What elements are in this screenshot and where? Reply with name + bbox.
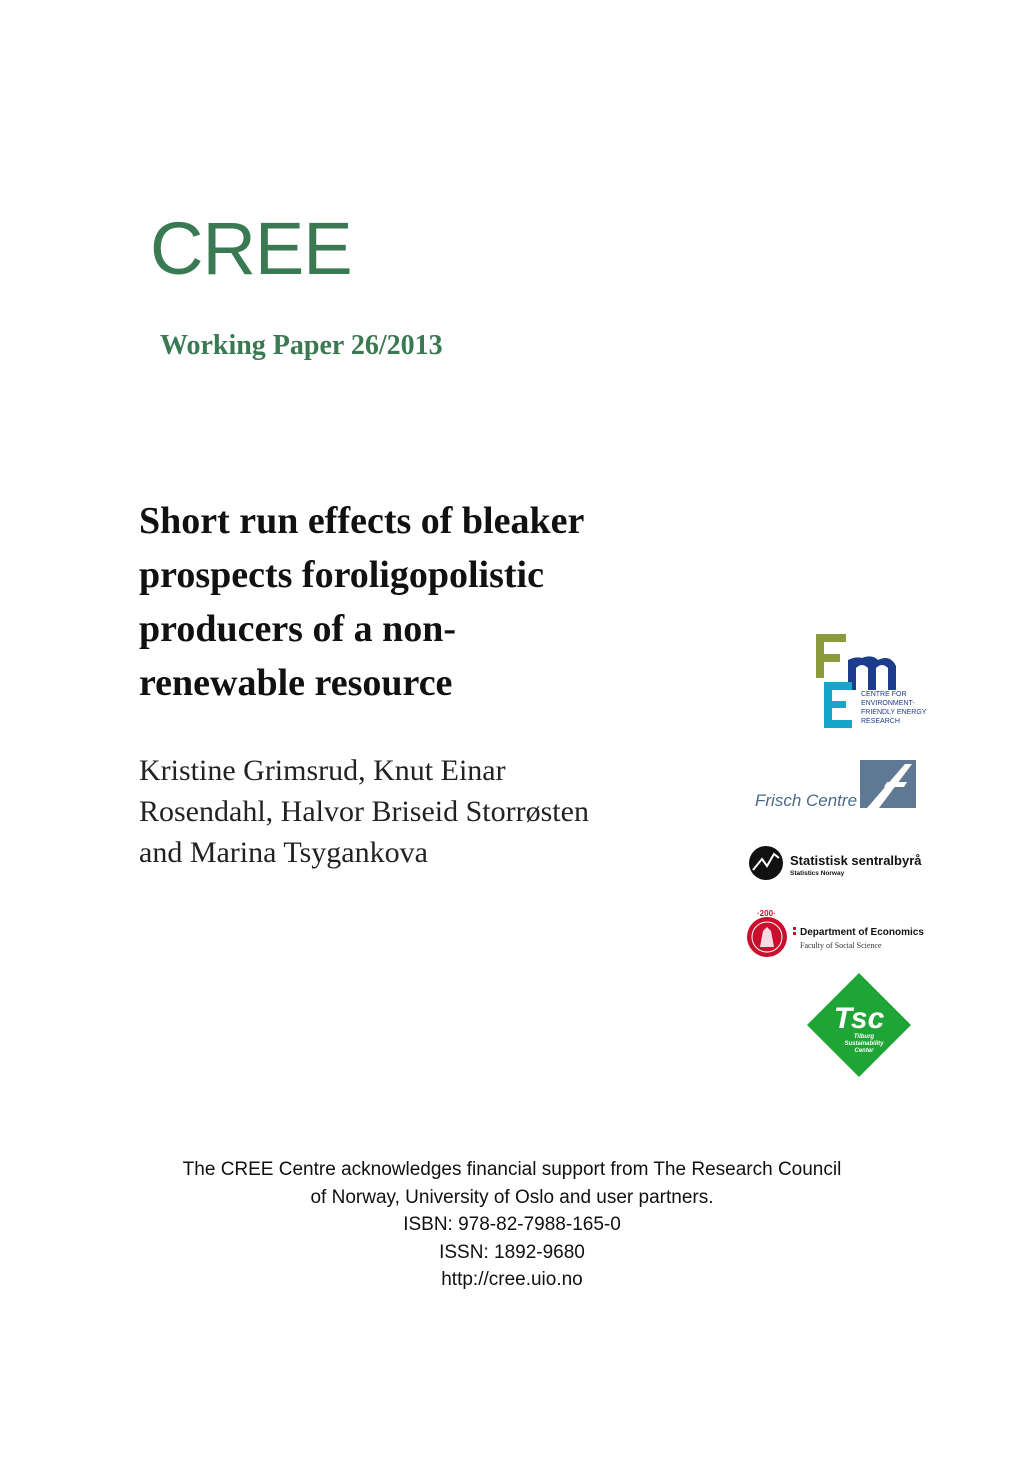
tsc-abbr: Tsc: [833, 1002, 885, 1035]
econ-name: Department of Economics: [800, 927, 924, 938]
author-line: Kristine Grimsrud, Knut Einar: [139, 754, 506, 787]
title-line: prospects foroligopolistic: [139, 554, 544, 596]
issn: ISSN: 1892-9680: [439, 1241, 585, 1263]
econ-sub: Faculty of Social Science: [800, 941, 882, 950]
title-line: producers of a non-: [139, 608, 457, 650]
fme-text-line: CENTRE FOR: [861, 691, 907, 698]
paper-title: [139, 494, 699, 710]
frisch-centre-logo: [755, 758, 920, 812]
working-paper-number: Working Paper 26/2013: [160, 330, 443, 361]
paper-authors: [139, 750, 699, 873]
cree-brand: CREE: [150, 207, 352, 290]
tsc-text-line: Sustainability: [844, 1041, 884, 1047]
fme-logo: [812, 632, 928, 732]
svg-text:·200·: ·200·: [757, 909, 776, 918]
fme-text-line: RESEARCH: [861, 718, 900, 725]
economics-logo: [745, 907, 925, 961]
tsc-text-line: Tilburg: [853, 1034, 875, 1040]
title-line: renewable resource: [139, 662, 453, 704]
ssb-name: Statistisk sentralbyrå: [790, 853, 922, 868]
ssb-sub: Statistics Norway: [790, 870, 845, 877]
fme-text-line: ENVIRONMENT-: [861, 700, 915, 707]
author-line: and Marina Tsygankova: [139, 836, 428, 869]
frisch-name: Frisch Centre: [755, 791, 858, 810]
ack-line: The CREE Centre acknowledges financial support from The Research Council: [182, 1159, 842, 1180]
title-line: Short run effects of bleaker: [139, 500, 585, 542]
tsc-logo: [806, 972, 912, 1078]
tsc-text-line: Center: [854, 1048, 874, 1054]
fme-text-line: FRIENDLY ENERGY: [861, 709, 927, 716]
ack-line: of Norway, University of Oslo and user partners.: [310, 1186, 714, 1208]
website-link[interactable]: http://cree.uio.no: [441, 1269, 583, 1290]
isbn: ISBN: 978-82-7988-165-0: [403, 1214, 621, 1235]
acknowledgement: [100, 1156, 924, 1294]
ssb-logo: [748, 843, 928, 883]
author-line: Rosendahl, Halvor Briseid Storrøsten: [139, 795, 589, 828]
